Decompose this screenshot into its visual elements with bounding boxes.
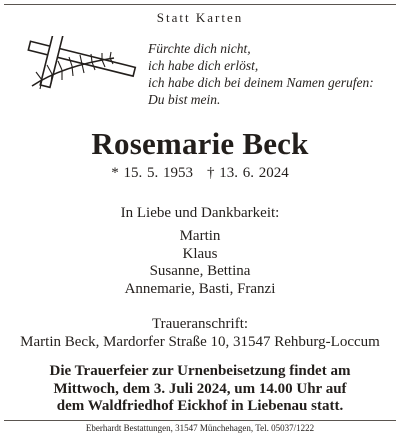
- ceremony-line: Mittwoch, dem 3. Juli 2024, um 14.00 Uhr auf: [53, 380, 347, 397]
- mourner-name: Martin: [179, 228, 221, 244]
- ceremony-line: dem Waldfriedhof Eickhof in Liebenau statt.: [56, 398, 344, 414]
- header-label: Statt Karten: [156, 10, 244, 25]
- mourners-list: [0, 228, 400, 298]
- bottom-divider: [4, 420, 396, 421]
- ceremony-announcement: [0, 363, 400, 416]
- birth-date: * 15. 5. 1953: [111, 165, 193, 181]
- mourner-name: Annemarie, Basti, Franzi: [124, 280, 276, 297]
- funeral-home-footer: Eberhardt Bestattungen, 31547 Münchehagen, Tel. 05037/1222: [85, 423, 315, 433]
- verse-line: ich habe dich bei deinem Namen gerufen:: [148, 75, 374, 90]
- verse-line: Fürchte dich nicht,: [148, 41, 251, 56]
- mourners-intro: In Liebe und Dankbarkeit:: [120, 205, 280, 221]
- ceremony-line: Die Trauerfeier zur Urnenbeisetzung findet am: [49, 363, 351, 379]
- verse-line: Du bist mein.: [148, 92, 221, 107]
- life-dates: [0, 165, 400, 182]
- death-date: † 13. 6. 2024: [207, 165, 289, 181]
- deceased-name: Rosemarie Beck: [91, 126, 309, 161]
- mourner-name: Klaus: [182, 245, 218, 262]
- verse-line: ich habe dich erlöst,: [148, 58, 259, 73]
- mourning-address: Martin Beck, Mardorfer Straße 10, 31547 Rehburg-Loccum: [20, 334, 380, 350]
- cross-with-palm-icon: [22, 36, 140, 96]
- address-label: Traueranschrift:: [151, 316, 249, 332]
- bible-verse: [148, 40, 398, 108]
- top-divider: [4, 4, 396, 5]
- mourner-name: Susanne, Bettina: [149, 263, 251, 279]
